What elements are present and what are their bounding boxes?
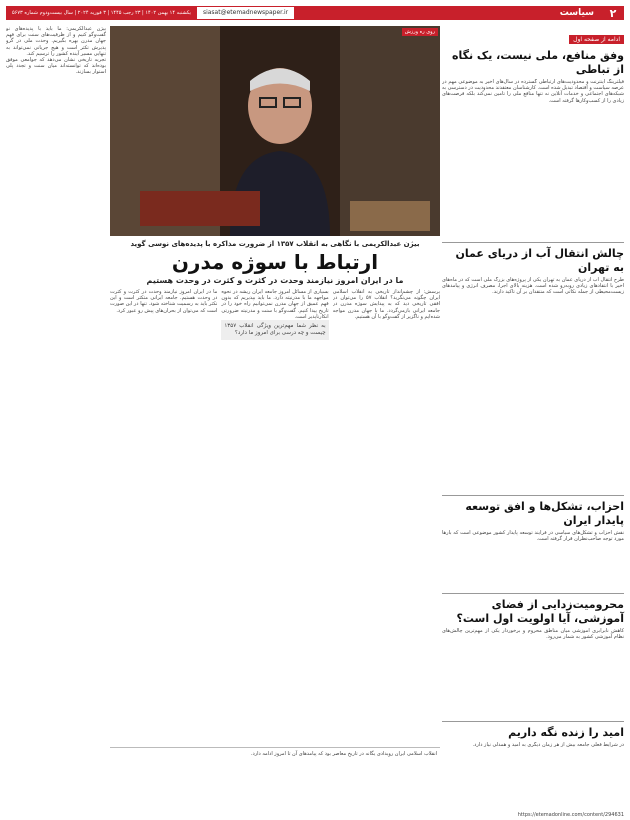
bottom-text: انقلاب اسلامی ایران رویدادی یگانه در تاریخ معاصر بود که پیامدهای آن تا امروز ادامه دارد.	[250, 751, 437, 757]
article-headline-3[interactable]: احزاب، تشکل‌ها و افق توسعه پایدار ایران	[465, 500, 624, 527]
article-headline-2[interactable]: چالش انتقال آب از دریای عمان به تهران	[455, 247, 624, 274]
article-headline-1[interactable]: وفق منافع، ملی نیست، یک نگاه از تباطی	[451, 49, 624, 76]
sub-headline: ما در ایران امروز نیازمند وحدت در کثرت و کثرت در وحدت هستیم	[146, 276, 404, 285]
article-headline-5[interactable]: امید را زنده نگه داریم	[508, 726, 624, 739]
bottom-box	[110, 747, 440, 814]
article-column-1: پرسش: از چشم‌انداز تاریخی به انقلاب اسلامی ایران چگونه می‌نگرید؟ انقلاب ۵۷ را می‌توان در افقی تاریخی دید که به پیدایش سوژه مدرن در جامعه ایرانی بازمی‌گردد. ما با جهان مدرن مواجه شده‌ایم و ناگزیر از گفت‌وگو با آن هستیم.	[332, 289, 440, 320]
portrait-image	[110, 26, 440, 236]
dateline: یکشنبه ۱۴ بهمن ۱۴۰۲ | ۲۳ رجب ۱۴۴۵ | ۳ فوریه ۲۰۲۴ | سال بیست‌ودوم شماره ۵۶۷۳	[12, 10, 191, 16]
divider	[442, 593, 624, 594]
article-body-5: در شرایط فعلی جامعه بیش از هر زمان دیگری به امید و همدلی نیاز دارد.	[472, 742, 624, 748]
article-body-1: فیلترینگ اینترنت و محدودیت‌های ارتباطی گسترده در سال‌های اخیر به موضوعی مهم در عرصه سیاست و اقتصاد تبدیل شده است. کارشناسان معتقدند محدودیت در دسترسی به شبکه‌های اجتماعی و خدمات آنلاین نه تنها منافع ملی را تامین نمی‌کند بلکه فرصت‌های زیادی را از کسب‌وکارها گرفته است.	[442, 79, 624, 104]
left-paragraph-1: بیژن عبدالکریمی: ما باید با پدیده‌های نو گفت‌وگو کنیم و از ظرفیت‌های سنت برای فهم جهان مدرن بهره بگیریم. وحدت ملی در گرو پذیرش تکثر است و هیچ جریانی نمی‌تواند به تنهایی مسیر آینده کشور را ترسیم کند.	[6, 26, 106, 57]
photo-tag: روی ره ورزش	[402, 28, 438, 36]
article-url[interactable]: https://etemadonline.com/content/294631	[517, 812, 624, 818]
divider	[442, 721, 624, 722]
page-number: ۲	[609, 6, 617, 20]
article-column-2	[221, 289, 328, 719]
page-header	[6, 6, 624, 20]
left-paragraph-2: تجربه تاریخی نشان می‌دهد که جوامعی موفق بوده‌اند که توانسته‌اند میان سنت و تجدد پلی استوار بسازند.	[6, 57, 106, 76]
article-column-3: ما در ایران امروز نیازمند وحدت در کثرت و کثرت در وحدت هستیم. جامعه ایرانی متکثر است و این تکثر باید به رسمیت شناخته شود. تنها در این صورت است که می‌توان از بحران‌های پیش رو عبور کرد.	[110, 289, 218, 314]
left-column	[6, 26, 106, 814]
divider	[442, 242, 624, 243]
interview-photo	[110, 26, 440, 236]
article-headline-4[interactable]: محرومیت‌زدایی از فضای آموزشی، آیا اولویت اول است؟	[456, 598, 624, 625]
section-title: سیاست	[559, 8, 594, 18]
site-email[interactable]: siasat@etemadnewspaper.ir	[197, 7, 294, 19]
pull-quote: به نظر شما مهم‌ترین ویژگی انقلاب ۱۳۵۷ چیست و چه درسی برای امروز ما دارد؟	[221, 320, 328, 340]
divider	[442, 495, 624, 496]
article-column-2-text: بسیاری از مسائل امروز جامعه ایران ریشه در نحوه مواجهه ما با مدرنیته دارد. ما باید بپذیریم که بدون فهم عمیق از جهان مدرن نمی‌توانیم راه خود را در تاریخ پیدا کنیم. گفت‌وگو با سنت و مدرنیته ضرورتی انکارناپذیر است.	[221, 289, 329, 320]
continued-label: ادامه از صفحه اول	[569, 35, 624, 44]
left-column-text	[6, 26, 106, 791]
article-body-4: کاهش نابرابری آموزشی میان مناطق محروم و برخوردار یکی از مهم‌ترین چالش‌های نظام آموزشی کشور به شمار می‌رود.	[442, 628, 624, 641]
article-columns	[110, 289, 440, 719]
main-headline[interactable]: ارتباط با سوژه مدرن	[171, 250, 379, 274]
article-body-2: طرح انتقال آب از دریای عمان به تهران یکی از پروژه‌های بزرگ ملی است که در ماه‌های اخیر با انتقادهای زیادی روبه‌رو شده است. هزینه بالای اجرا، مصرف انرژی و پیامدهای زیست‌محیطی از جمله نکاتی است که منتقدان بر آن تاکید دارند.	[442, 277, 624, 296]
main-article	[110, 26, 440, 814]
article-body-3: نقش احزاب و تشکل‌های سیاسی در فرآیند توسعه پایدار کشور موضوعی است که بارها مورد توجه صاحب‌نظران قرار گرفته است.	[442, 530, 624, 543]
article-kicker: بیژن عبدالکریمی با نگاهی به انقلاب ۱۳۵۷ از ضرورت مذاکره با پدیده‌های نوسی گوید	[130, 240, 420, 248]
right-column	[442, 26, 624, 814]
